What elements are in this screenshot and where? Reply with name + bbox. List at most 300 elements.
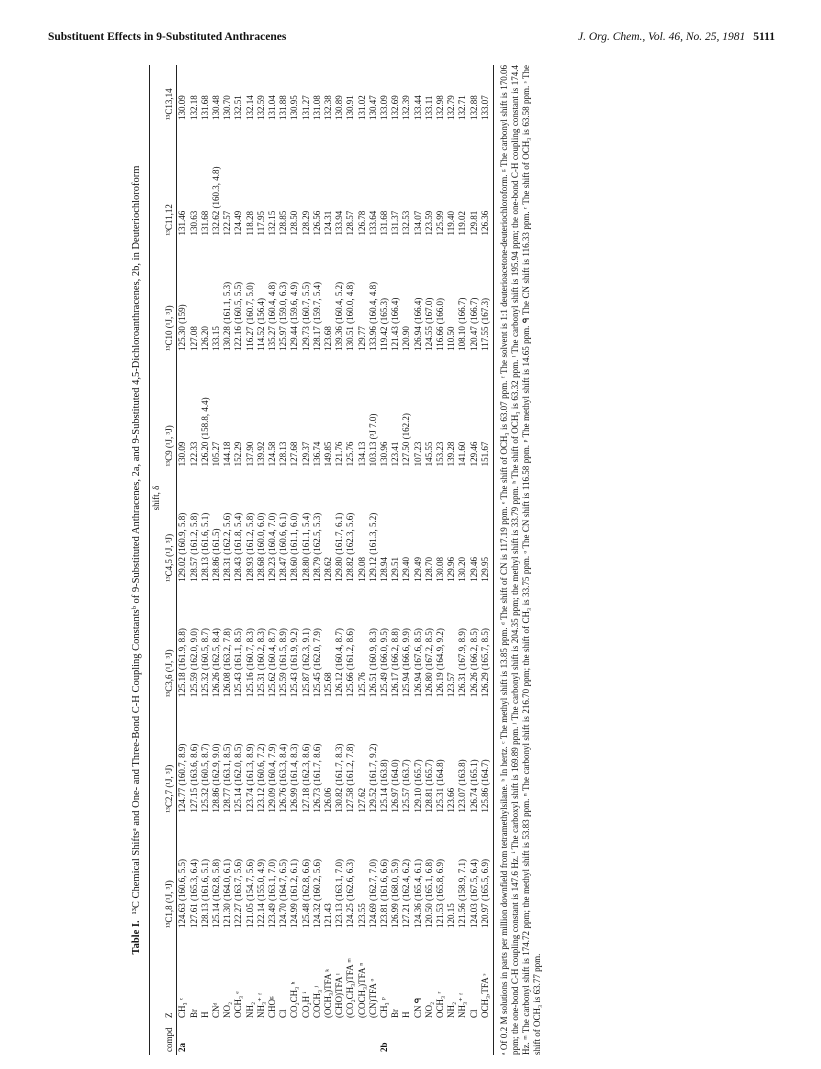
- substituent-cell: COCH₃ ʲ: [311, 986, 322, 1018]
- column-header: compd: [163, 1021, 177, 1055]
- shift-cell: 125.32 (160.5, 8.7): [199, 743, 210, 813]
- compound-cell: [211, 1021, 222, 1055]
- compound-cell: [323, 1021, 334, 1055]
- shift-cell: 129.40: [401, 556, 412, 582]
- shift-cell: 120.47 (166.7): [468, 297, 479, 351]
- shift-cell: 129.52 (161.7, 9.2): [367, 743, 378, 813]
- table-row: [267, 65, 278, 1055]
- compound-cell: [390, 1021, 401, 1055]
- compound-cell: [245, 1021, 256, 1055]
- shift-cell: 129.09 (160.4, 7.9): [267, 743, 278, 813]
- shift-cell: 126.73 (161.7, 8.6): [311, 743, 322, 813]
- shift-cell: 123.57: [446, 672, 457, 698]
- shift-cell: 125.45 (162.0, 7.9): [311, 628, 322, 698]
- shift-cell: 145.55: [423, 441, 434, 467]
- compound-cell: [435, 1021, 446, 1055]
- shift-cell: 121.43: [323, 903, 334, 928]
- table-row: [345, 65, 356, 1055]
- compound-cell: [368, 1021, 379, 1055]
- shift-cell: 130.63: [188, 210, 199, 236]
- shift-cell: 126.20 (158.8, 4.4): [199, 397, 210, 467]
- page-number: 5111: [753, 31, 775, 43]
- shift-cell: 122.27 (163.7, 5.6): [233, 859, 244, 928]
- shift-cell: 127.68: [289, 441, 300, 467]
- table-row: [446, 65, 457, 1055]
- shift-cell: 132.98: [435, 95, 446, 121]
- shift-cell: 132.71: [457, 95, 468, 121]
- shift-cell: 124.36 (165.4, 6.1): [412, 859, 423, 928]
- shift-cell: 139.28: [446, 441, 457, 467]
- shift-cell: 131.68: [199, 210, 210, 236]
- shift-cell: 126.94 (166.4): [412, 297, 423, 351]
- shift-cell: 125.31 (160.2, 8.3): [255, 628, 266, 698]
- shift-cell: 139.36 (160.4, 5.2): [334, 281, 345, 351]
- shift-cell: 125.43 (161.9, 9.2): [289, 628, 300, 698]
- shift-cell: 121.30 (164.0, 6.1): [222, 859, 233, 928]
- column-header: ¹³C10 (¹J, ³J): [163, 238, 177, 353]
- compound-cell: 2a: [177, 1043, 188, 1052]
- shift-cell: 122.57: [222, 210, 233, 236]
- shift-cell: 126.74 (165.1): [468, 759, 479, 813]
- shift-cell: 129.46: [468, 556, 479, 582]
- shift-cell: 128.86 (161.5): [211, 528, 222, 582]
- shift-cell: 124.99 (161.2, 6.1): [289, 859, 300, 928]
- table-row: [323, 65, 334, 1055]
- table-row: [233, 65, 244, 1055]
- shift-cell: 120.15: [446, 903, 457, 928]
- shift-cell: 123.49 (163.1, 7.0): [267, 859, 278, 928]
- compound-cell: [267, 1021, 278, 1055]
- substituent-cell: H: [199, 1011, 210, 1018]
- table-row: [278, 65, 289, 1055]
- shift-cell: 125.76: [345, 441, 356, 467]
- substituent-cell: (CO₂CH₃)TFA ᵐ: [345, 958, 356, 1018]
- table-row: [390, 65, 401, 1055]
- substituent-cell: Cl: [468, 1009, 479, 1018]
- shift-cell: 130.70: [222, 95, 233, 121]
- shift-cell: 125.94 (166.6, 9.9): [401, 628, 412, 698]
- shift-cell: 128.13 (161.6, 5.1): [199, 512, 210, 582]
- shift-cell: 129.12 (161.3, 5.2): [367, 512, 378, 582]
- shift-cell: 133.44: [412, 95, 423, 121]
- substituent-cell: NH₃⁺ ᶠ: [255, 992, 266, 1018]
- substituent-cell: NH₃⁺ ᶠ: [457, 992, 468, 1018]
- table-row: [256, 65, 267, 1055]
- shift-cell: 133.15: [211, 326, 222, 351]
- table-row: [413, 65, 424, 1055]
- shift-cell: 128.70: [423, 556, 434, 582]
- shift-cell: 129.96: [446, 556, 457, 582]
- table-footnote: ᵃ Of 0.2 M solutions in parts per million downfield from tetramethylsilane. ᵇ In hertz. ᶜ The methyl shift is 13.85 ppm. ᵈ The shift of CN is 117.19 ppm. ᵉ The shift of OCH₃ is 63.07 ppm. ᶠ The solvent is 1:1 deuterioacetone-deuteriochloroform. ᵍ The carbonyl shift is 170.06 ppm; the one-bond C-H coupling constant is 147.6 Hz. ⁱ The carboxyl shift is 169.89 ppm. ʲ The carbonyl shift is 204.35 ppm; the methyl shift is 33.79 ppm. ʰ The shift of OCH₃ is 63.32 ppm. ˡ The carbonyl shift is 195.94 ppm; the one-bond C-H coupling constant is 174.4 Hz. ᵐ The carbonyl shift is 174.72 ppm; the methyl shift is 53.83 ppm. ⁿ The carbonyl shift is 216.70 ppm; the shift of CH₃ is 33.75 ppm. ᵒ The CN shift is 116.58 ppm. ᵖ The methyl shift is 14.65 ppm. ᑫ The CN shift is 116.33 ppm. ʳ The shift of OCH₃ is 63.58 ppm. ˢ The shift of OCH₃ is 63.77 ppm.: [499, 65, 543, 1055]
- shift-cell: 132.51: [233, 95, 244, 121]
- shift-cell: 125.99: [435, 210, 446, 236]
- shift-cell: 120.97 (165.5, 6.9): [480, 816, 494, 931]
- shift-cell: 110.50: [446, 326, 457, 351]
- shift-cell: 125.32 (160.5, 8.7): [199, 628, 210, 698]
- compound-cell: [469, 1021, 480, 1055]
- shift-cell: 125.18 (161.9, 8.8): [177, 628, 188, 698]
- shift-cell: 129.73 (160.7, 5.5): [300, 281, 311, 351]
- shift-cell: 128.80 (161.1, 5.4): [300, 512, 311, 582]
- shift-cell: 130.48: [211, 95, 222, 121]
- shift-cell: 124.32 (160.2, 5.6): [311, 859, 322, 928]
- shift-cell: 126.29 (165.7, 8.5): [480, 585, 494, 700]
- shift-cell: 129.80 (161.7, 6.1): [334, 512, 345, 582]
- shift-cell: 125.16 (160.7, 8.3): [244, 628, 255, 698]
- shift-cell: 128.13: [278, 441, 289, 467]
- shift-cell: 125.43 (161.1, 8.5): [233, 628, 244, 698]
- shift-cell: 126.31 (167.9, 8.9): [457, 628, 468, 698]
- shift-cell: 123.81 (161.6, 6.6): [379, 859, 390, 928]
- shift-cell: 128.60 (161.1, 6.0): [289, 512, 300, 582]
- shift-cell: 131.68: [199, 95, 210, 121]
- compound-cell: 2b: [379, 1042, 390, 1052]
- substituent-cell: NO₂: [423, 1001, 434, 1018]
- compound-cell: [200, 1021, 211, 1055]
- shift-cell: 134.13: [356, 441, 367, 467]
- shift-cell: 122.14 (155.0, 4.9): [255, 859, 266, 928]
- substituent-cell: OCH₃ ʳ: [435, 991, 446, 1018]
- substituent-cell: CNᵈ: [211, 1002, 222, 1018]
- compound-cell: [446, 1021, 457, 1055]
- shift-cell: 149.85: [323, 441, 334, 467]
- shift-cell: 121.76: [334, 441, 345, 467]
- shift-table: [149, 65, 494, 1055]
- shift-cell: 126.94 (167.6, 8.5): [412, 628, 423, 698]
- shift-cell: 151.67: [480, 354, 494, 469]
- shift-cell: 132.53: [401, 210, 412, 236]
- table-row: [177, 65, 189, 1055]
- shift-cell: 124.70 (164.7, 6.5): [278, 859, 289, 928]
- table-row: [211, 65, 222, 1055]
- shift-cell: 119.42 (165.3): [379, 297, 390, 351]
- shift-cell: 128.17 (159.7, 5.4): [311, 281, 322, 351]
- shift-cell: 128.29: [300, 210, 311, 236]
- shift-cell: 119.40: [446, 211, 457, 236]
- shift-cell: 129.10 (165.7): [412, 759, 423, 813]
- column-header: ¹³C11,12: [163, 123, 177, 238]
- compound-cell: [301, 1021, 312, 1055]
- table-number: Table I.: [131, 920, 142, 955]
- shift-cell: 125.97 (159.0, 6.3): [278, 281, 289, 351]
- shift-cell: 116.66 (166.0): [435, 297, 446, 351]
- shift-cell: 133.94: [334, 210, 345, 236]
- compound-cell: [289, 1021, 300, 1055]
- shift-cell: 128.79 (162.5, 5.3): [311, 512, 322, 582]
- shift-cell: 129.37: [300, 441, 311, 467]
- column-header: ¹³C2,7 (¹J, ³J): [163, 700, 177, 815]
- shift-cell: 129.23 (160.4, 7.0): [267, 512, 278, 582]
- shift-cell: 136.74: [311, 441, 322, 467]
- shift-cell: 121.43 (166.4): [390, 297, 401, 351]
- shift-cell: 133.09: [379, 95, 390, 121]
- shift-group-header: shift, δ: [150, 65, 164, 931]
- compound-cell: [334, 1021, 345, 1055]
- substituent-cell: (COCH₃)TFA ⁿ: [356, 962, 367, 1018]
- shift-cell: 132.15: [267, 210, 278, 236]
- shift-cell: 128.82 (162.3, 5.6): [345, 512, 356, 582]
- shift-cell: 120.50 (165.1, 6.8): [423, 859, 434, 928]
- substituent-cell: H: [401, 1011, 412, 1018]
- shift-cell: 126.99 (168.0, 5.9): [390, 859, 401, 928]
- compound-cell: [189, 1021, 200, 1055]
- shift-cell: 124.55 (167.0): [423, 297, 434, 351]
- shift-cell: 126.08 (163.2, 7.8): [222, 628, 233, 698]
- table-header-row-top: [150, 65, 164, 1055]
- shift-cell: 128.57 (161.2, 5.8): [188, 512, 199, 582]
- table-header-row: [163, 65, 177, 1055]
- table-row: [435, 65, 446, 1055]
- shift-cell: 131.88: [278, 95, 289, 121]
- shift-cell: 124.58: [267, 441, 278, 467]
- shift-cell: 125.59 (162.0, 9.0): [188, 628, 199, 698]
- shift-cell: 122.16 (160.5, 5.5): [233, 281, 244, 351]
- shift-cell: 126.80 (167.2, 8.5): [423, 628, 434, 698]
- column-header: ¹³C9 (¹J, ³J): [163, 354, 177, 469]
- shift-cell: 127.58 (161.2, 7.8): [345, 743, 356, 813]
- shift-cell: 118.28: [244, 211, 255, 236]
- journal-name: J. Org. Chem., Vol. 46, No. 25, 1981: [577, 31, 746, 43]
- shift-cell: 134.07: [412, 210, 423, 236]
- shift-cell: 126.36: [480, 123, 494, 238]
- table-row: [469, 65, 480, 1055]
- shift-cell: 132.59: [255, 95, 266, 121]
- shift-cell: 126.06: [323, 787, 334, 813]
- shift-cell: 125.14 (162.8, 5.8): [211, 859, 222, 928]
- journal-citation: [578, 31, 775, 43]
- table-row: [357, 65, 368, 1055]
- compound-cell: [480, 1021, 494, 1055]
- shift-cell: 137.90: [244, 441, 255, 467]
- compound-cell: [312, 1021, 323, 1055]
- shift-cell: 129.77: [356, 326, 367, 351]
- shift-cell: 126.99 (161.4, 8.3): [289, 743, 300, 813]
- shift-cell: 125.14 (163.8): [379, 759, 390, 813]
- compound-cell: [401, 1021, 412, 1055]
- shift-cell: 129.08: [356, 556, 367, 582]
- shift-cell: 132.18: [188, 95, 199, 121]
- shift-cell: 124.63 (160.6, 5.5): [177, 859, 188, 928]
- substituent-cell: CN ᑫ: [412, 997, 423, 1018]
- shift-cell: 125.86 (164.7): [480, 700, 494, 815]
- shift-cell: 125.62 (160.4, 8.7): [267, 628, 278, 698]
- shift-cell: 130.08: [435, 556, 446, 582]
- shift-cell: 132.88: [468, 95, 479, 121]
- shift-cell: 128.62: [323, 556, 334, 582]
- column-header: ¹³C4,5 (¹J, ³J): [163, 469, 177, 584]
- table-row: [424, 65, 435, 1055]
- shift-cell: 130.96: [379, 441, 390, 467]
- shift-cell: 126.12 (160.4, 8.7): [334, 628, 345, 698]
- shift-cell: 126.20: [199, 326, 210, 351]
- shift-cell: 128.43 (161.8, 5.4): [233, 512, 244, 582]
- shift-cell: 126.17 (166.2, 8.8): [390, 628, 401, 698]
- shift-cell: 123.13 (163.1, 7.0): [334, 859, 345, 928]
- shift-cell: 131.02: [356, 95, 367, 121]
- shift-cell: 139.92: [255, 441, 266, 467]
- shift-cell: 125.48 (162.8, 6.6): [300, 859, 311, 928]
- compound-cell: [357, 1021, 368, 1055]
- running-header: [48, 31, 775, 51]
- substituent-cell: (CN)TFA ᵒ: [367, 978, 378, 1018]
- substituent-cell: NH₂: [244, 1001, 255, 1018]
- shift-cell: 130.91: [345, 95, 356, 121]
- shift-cell: 124.49: [233, 210, 244, 236]
- shift-cell: 121.56 (158.9, 7.1): [457, 859, 468, 928]
- substituent-cell: CHOᵍ: [267, 996, 278, 1018]
- substituent-cell: (CHO)TFA ˡ: [334, 973, 345, 1018]
- shift-cell: 124.03 (167.5, 6.4): [468, 859, 479, 928]
- shift-cell: 125.30 (159): [177, 304, 188, 351]
- shift-cell: 128.86 (162.9, 9.0): [211, 743, 222, 813]
- substituent-cell: NO₂: [222, 1001, 233, 1018]
- shift-cell: 127.61 (165.3, 6.4): [188, 859, 199, 928]
- shift-cell: 129.44 (159.6, 4.9): [289, 281, 300, 351]
- substituent-cell: Br: [390, 1009, 401, 1018]
- compound-cell: [222, 1021, 233, 1055]
- shift-cell: 141.60: [457, 441, 468, 467]
- shift-cell: 123.68: [323, 326, 334, 351]
- shift-cell: 126.19 (164.9, 9.2): [435, 628, 446, 698]
- substituent-cell: (OCH₃)TFA ᵏ: [323, 968, 334, 1018]
- table-body: [177, 65, 494, 1055]
- table-row: [222, 65, 233, 1055]
- shift-cell: 131.27: [300, 95, 311, 121]
- shift-cell: 126.78: [356, 210, 367, 236]
- shift-cell: 128.81 (165.7): [423, 759, 434, 813]
- shift-cell: 131.08: [311, 95, 322, 121]
- shift-cell: 128.85: [278, 210, 289, 236]
- shift-cell: 105.27: [211, 441, 222, 467]
- shift-cell: 127.15 (163.6, 8.6): [188, 743, 199, 813]
- shift-cell: 128.68 (160.0, 6.0): [255, 512, 266, 582]
- table-row: [401, 65, 412, 1055]
- shift-cell: 131.37: [390, 210, 401, 236]
- substituent-cell: Br: [188, 1009, 199, 1018]
- shift-cell: 103.13 (³J 7.0): [367, 413, 378, 467]
- shift-cell: 133.96 (160.4, 4.8): [367, 281, 378, 351]
- shift-cell: 117.95: [255, 211, 266, 236]
- shift-cell: 107.23: [412, 441, 423, 467]
- shift-cell: 130.89: [334, 95, 345, 121]
- shift-cell: 128.13 (161.6, 5.1): [199, 859, 210, 928]
- substituent-cell: CO₂H ⁱ: [300, 991, 311, 1018]
- shift-cell: 130.47: [367, 95, 378, 121]
- shift-cell: 125.68: [323, 672, 334, 698]
- table-row: [301, 65, 312, 1055]
- shift-cell: 119.02: [457, 211, 468, 236]
- shift-cell: 127.62: [356, 787, 367, 813]
- shift-cell: 129.49: [412, 556, 423, 582]
- shift-cell: 125.87 (162.3, 9.1): [300, 628, 311, 698]
- shift-cell: 123.55: [356, 903, 367, 928]
- shift-cell: 131.46: [177, 210, 188, 236]
- shift-cell: 127.18 (162.3, 8.6): [300, 743, 311, 813]
- compound-cell: [413, 1021, 424, 1055]
- shift-cell: 125.66 (161.2, 8.6): [345, 628, 356, 698]
- shift-cell: 132.38: [323, 95, 334, 121]
- shift-cell: 123.66: [446, 787, 457, 813]
- compound-cell: [233, 1021, 244, 1055]
- shift-cell: 126.76 (163.3, 8.4): [278, 743, 289, 813]
- shift-cell: 121.53 (165.8, 6.9): [435, 859, 446, 928]
- shift-cell: 128.47 (160.6, 6.1): [278, 512, 289, 582]
- substituent-cell: CH₃ ᶜ: [177, 997, 188, 1018]
- substituent-cell: OCH₃,TFA ˢ: [480, 931, 494, 1021]
- column-header: Z: [163, 931, 177, 1021]
- shift-cell: 130.20: [457, 556, 468, 582]
- substituent-cell: CH₃ ᵖ: [379, 997, 390, 1018]
- shift-cell: 124.69 (162.7, 7.0): [367, 859, 378, 928]
- shift-cell: 123.12 (160.6, 7.2): [255, 743, 266, 813]
- rotated-table: [130, 65, 690, 1055]
- table-title: ¹³C Chemical Shiftsᵃ and One- and Three-Bond C-H Coupling Constantsᵇ of 9-Substituted Anthracenes, 2a, and 9-Substituted 4,5-Dichloroanthracenes, 2b, in Deuteriochloroform: [131, 165, 142, 915]
- shift-cell: 125.49 (166.0, 9.5): [379, 628, 390, 698]
- shift-cell: 123.74 (161.3, 8.9): [244, 743, 255, 813]
- shift-cell: 127.50 (162.2): [401, 413, 412, 467]
- shift-cell: 129.02 (160.9, 5.8): [177, 512, 188, 582]
- substituent-cell: NH₂: [446, 1001, 457, 1018]
- column-header: ¹³C1,8 (¹J, ³J): [163, 816, 177, 931]
- shift-cell: 128.93 (161.2, 5.8): [244, 512, 255, 582]
- substituent-cell: CO₂CH₃ ʰ: [289, 981, 300, 1018]
- shift-cell: 129.46: [468, 441, 479, 467]
- shift-cell: 133.11: [423, 95, 434, 121]
- shift-cell: 126.26 (162.5, 8.4): [211, 628, 222, 698]
- shift-cell: 130.28 (161.1, 5.3): [222, 281, 233, 351]
- shift-cell: 116.27 (160.7, 5.0): [244, 282, 255, 351]
- table-row: [480, 65, 494, 1055]
- compound-cell: [457, 1021, 468, 1055]
- shift-cell: 108.10 (166.7): [457, 297, 468, 351]
- table-row: [368, 65, 379, 1055]
- shift-cell: 130.51 (160.0, 4.8): [345, 281, 356, 351]
- shift-cell: 121.05 (154.7, 5.6): [244, 859, 255, 928]
- column-header: ¹³C3,6 (¹J, ³J): [163, 585, 177, 700]
- shift-cell: 128.31 (162.2, 5.6): [222, 512, 233, 582]
- substituent-cell: Cl: [278, 1009, 289, 1018]
- shift-cell: 128.50: [289, 210, 300, 236]
- shift-cell: 133.64: [367, 210, 378, 236]
- shift-cell: 124.77 (160.7, 8.9): [177, 743, 188, 813]
- table-row: [245, 65, 256, 1055]
- shift-cell: 120.90: [401, 326, 412, 351]
- shift-cell: 130.09: [177, 95, 188, 121]
- shift-cell: 123.41: [390, 441, 401, 467]
- shift-cell: 123.07 (163.8): [457, 759, 468, 813]
- shift-cell: 131.68: [379, 210, 390, 236]
- shift-cell: 129.95: [480, 469, 494, 584]
- table-row: [200, 65, 211, 1055]
- shift-cell: 144.18: [222, 441, 233, 467]
- shift-cell: 125.76: [356, 672, 367, 698]
- table-caption: [130, 65, 143, 1055]
- compound-cell: [424, 1021, 435, 1055]
- shift-cell: 127.21 (162.4, 6.2): [401, 859, 412, 928]
- shift-cell: 130.82 (161.7, 8.3): [334, 743, 345, 813]
- shift-cell: 130.95: [289, 95, 300, 121]
- shift-cell: 135.27 (160.4, 4.8): [267, 281, 278, 351]
- shift-cell: 123.59: [423, 210, 434, 236]
- shift-cell: 129.51: [390, 556, 401, 582]
- table-row: [457, 65, 468, 1055]
- shift-cell: 122.33: [188, 441, 199, 467]
- table-row: [379, 65, 390, 1055]
- shift-cell: 153.23: [435, 441, 446, 467]
- compound-cell: [345, 1021, 356, 1055]
- shift-cell: 125.31 (164.8): [435, 759, 446, 813]
- shift-cell: 124.31: [323, 210, 334, 236]
